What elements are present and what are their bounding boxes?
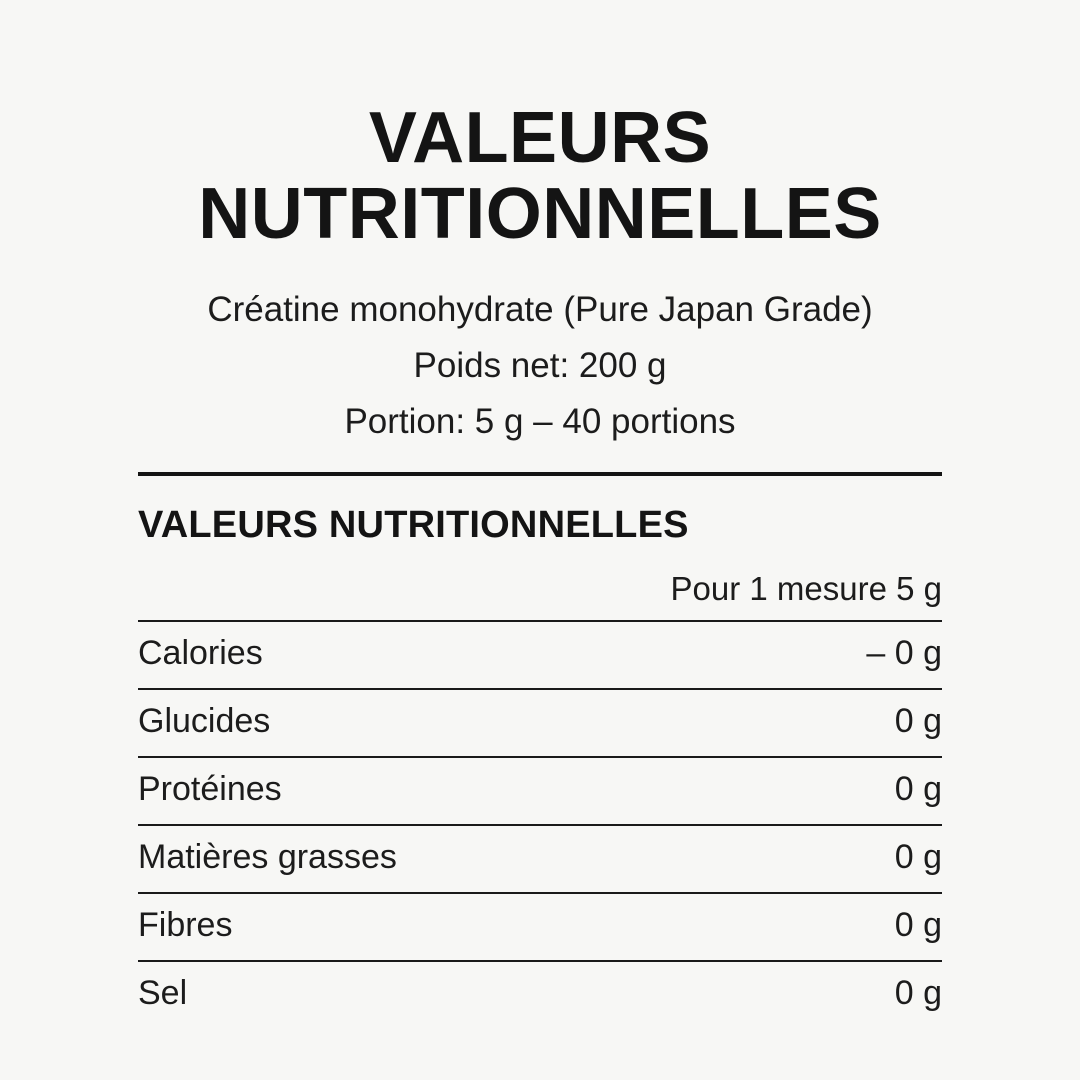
- nutrient-value: 0 g: [894, 702, 942, 740]
- page-title: [138, 0, 942, 252]
- product-summary: [138, 282, 942, 450]
- nutrient-value: – 0 g: [866, 634, 942, 672]
- table-row: [138, 620, 942, 688]
- nutrient-value: 0 g: [894, 770, 942, 808]
- net-weight: Poids net: 200 g: [413, 346, 667, 385]
- nutrient-label: Protéines: [138, 770, 282, 808]
- divider-heavy: [138, 472, 942, 476]
- nutrient-label: Sel: [138, 974, 188, 1012]
- table-row: [138, 892, 942, 960]
- nutrient-label: Matières grasses: [138, 838, 397, 876]
- title-line-1: VALEURS: [368, 98, 712, 178]
- title-line-2: NUTRITIONNELLES: [198, 174, 882, 254]
- serving-column-header: Pour 1 mesure 5 g: [670, 570, 942, 607]
- nutrient-value: 0 g: [894, 838, 942, 876]
- product-name: Créatine monohydrate (Pure Japan Grade): [207, 290, 873, 329]
- nutrient-label: Glucides: [138, 702, 271, 740]
- nutrient-value: 0 g: [894, 974, 942, 1012]
- table-row: [138, 824, 942, 892]
- serving-size: Portion: 5 g – 40 portions: [344, 402, 736, 441]
- table-row: [138, 960, 942, 1028]
- nutrient-label: Fibres: [138, 906, 233, 944]
- nutrition-table: [138, 620, 942, 1028]
- nutrient-value: 0 g: [894, 906, 942, 944]
- table-row: [138, 756, 942, 824]
- nutrition-section-heading: VALEURS NUTRITIONNELLES: [138, 504, 689, 546]
- table-row: [138, 688, 942, 756]
- nutrient-label: Calories: [138, 634, 263, 672]
